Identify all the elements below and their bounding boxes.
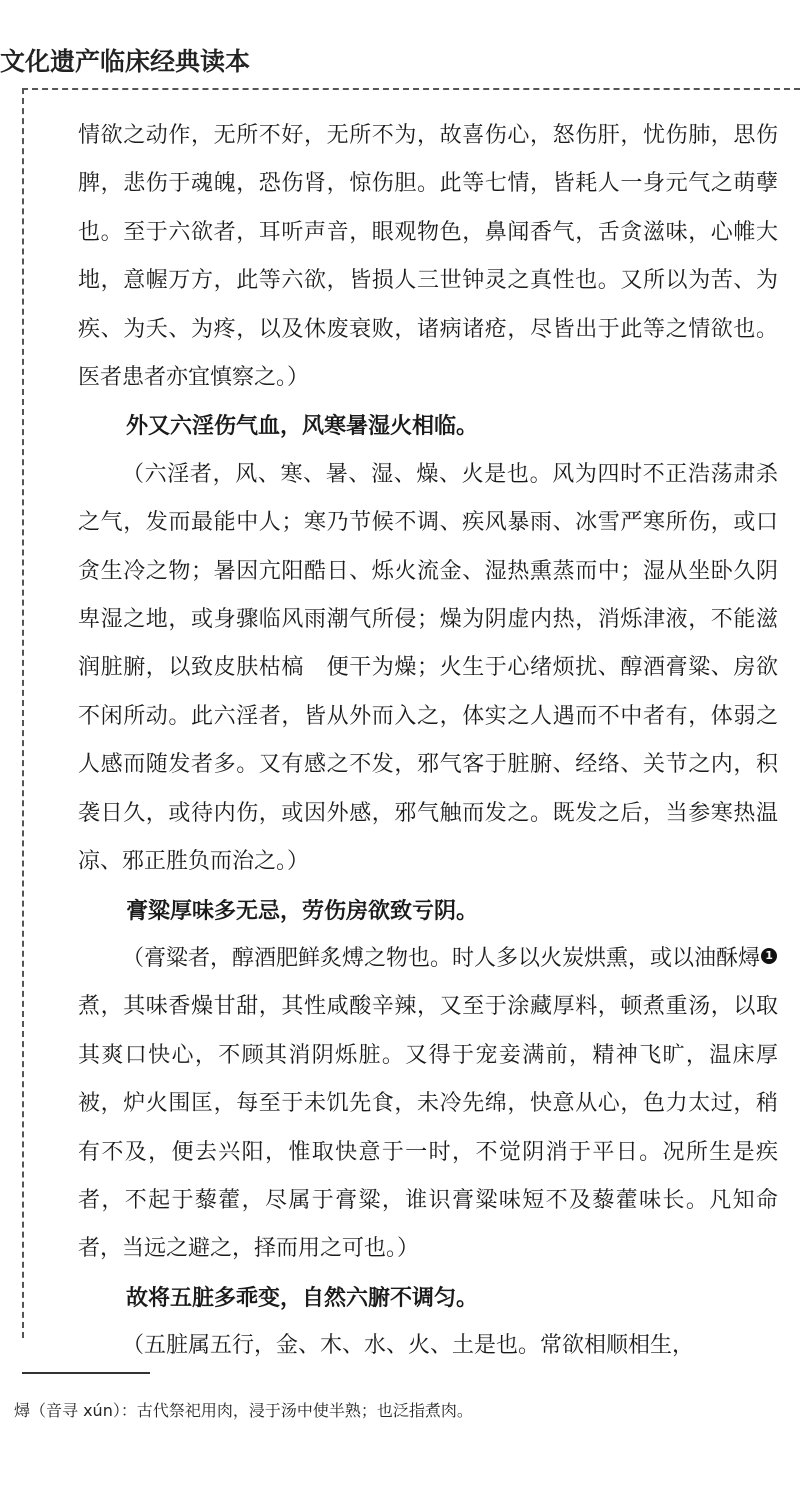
verse-line-2: 膏粱厚味多无忌，劳伤房欲致亏阴。 (126, 897, 479, 924)
frame-top-border (22, 88, 800, 90)
paragraph-2: （六淫者，风、寒、暑、湿、燥、火是也。风为四时不正浩荡肃杀之气，发而最能中人；寒乃节候不调、疾风暴雨、冰雪严寒所伤，或口贪生冷之物；暑因亢阳酷日、烁火流金、湿热熏蒸而中；湿从坐卧久阴卑湿之地，或身骤临风雨潮气所侵；燥为阴虚内热，消烁津液，不能滋润脏腑，以致皮肤枯槁 便干为燥；火生于心绪烦扰、醇酒膏粱、房欲不闲所动。此六淫者，皆从外而入之，体实之人遇而不中者有，体弱之人感而随发者多。又有感之不发，邪气客于脏腑、经络、关节之内，积袭日久，或待内伤，或因外感，邪气触而发之。既发之后，当参寒热温凉、邪正胜负而治之。） (78, 461, 778, 875)
footnote-divider (22, 1372, 150, 1374)
header-title: 文化遗产临床经典读本 (0, 47, 251, 76)
paragraph-3-before-note: （膏粱者，醇酒肥鲜炙煿之物也。时人多以火炭烘熏，或以油酥燖 (122, 945, 761, 971)
frame-left-border (22, 88, 24, 1338)
verse-line-1: 外又六淫伤气血，风寒暑湿火相临。 (126, 413, 479, 440)
paragraph-1: 情欲之动作，无所不好，无所不为，故喜伤心，怒伤肝，忧伤肺，思伤脾，悲伤于魂魄，恐伤肾，惊伤胆。此等七情，皆耗人一身元气之萌孽也。至于六欲者，耳听声音，眼观物色，鼻闻香气，舌贪滋味，心帷大地，意幄万方，此等六欲，皆损人三世钟灵之真性也。又所以为苦、为疾、为夭、为疼，以及休废衰败，诸病诸疮，尽皆出于此等之情欲也。医者患者亦宜慎察之。） (78, 123, 778, 391)
page-body (78, 112, 778, 1371)
footnote (14, 1397, 774, 1425)
footnote-marker[interactable]: 1 (761, 948, 777, 964)
footnote-text: 燖（音寻 xún）：古代祭祀用肉，浸于汤中使半熟；也泛指煮肉。 (14, 1401, 473, 1420)
verse-line-3: 故将五脏多乖变，自然六腑不调匀。 (126, 1284, 479, 1311)
running-header (0, 40, 300, 84)
paragraph-4: （五脏属五行，金、木、水、火、土是也。常欲相顺相生， (122, 1333, 695, 1359)
paragraph-3 (78, 935, 778, 1274)
paragraph-3-after-note: 煮，其味香燥甘甜，其性咸酸辛辣，又至于涂藏厚料，顿煮重汤，以取其爽口快心，不顾其消阴烁脏。又得于宠妾满前，精神飞旷，温床厚被，炉火围匡，每至于未饥先食，未冷先绵，快意从心，色力太过，稍有不及，便去兴阳，惟取快意于一时，不觉阴消于平日。况所生是疾者，不起于藜藿，尽属于膏粱，谁识膏粱味短不及藜藿味长。凡知命者，当远之避之，择而用之可也。） (78, 994, 778, 1262)
